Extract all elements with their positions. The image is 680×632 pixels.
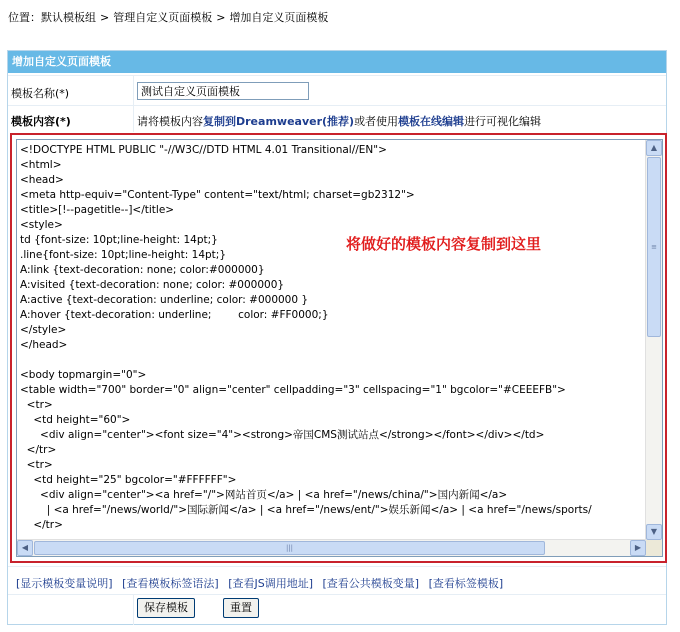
column-divider	[133, 76, 134, 105]
scrollbar-corner	[646, 540, 662, 556]
column-divider	[133, 595, 134, 625]
template-name-row	[8, 75, 666, 105]
view-js-address-link[interactable]: [查看JS调用地址]	[228, 577, 313, 590]
show-template-variables-link[interactable]: [显示模板变量说明]	[16, 577, 113, 590]
template-content-highlight	[10, 133, 667, 563]
template-name-input[interactable]	[137, 82, 309, 100]
vertical-scrollbar[interactable]	[645, 140, 662, 540]
breadcrumb-item-template-group[interactable]: 默认模板组	[41, 11, 96, 24]
breadcrumb-separator: >	[216, 11, 226, 24]
form-actions-row	[8, 594, 666, 625]
template-content-textarea[interactable]	[16, 139, 663, 557]
template-links	[16, 575, 509, 591]
template-code[interactable]: <!DOCTYPE HTML PUBLIC "-//W3C//DTD HTML 4.01 Transitional//EN"> <html> <head> <meta http-equiv="Content-Type" content="text/html; charset=gb2312"> <title>[!--pagetitle--]</title> <style> td {font-size: 10pt;line-height: 14pt;} .line{font-size: 10pt;line-height: 14pt;} A:link {text-decoration: none; color:#000000} A:visited {text-decoration: none; color: #000000} A:active {text-decoration: underline; color: #000000 } A:hover {text-decoration: underline; color: #FF0000;} </style> </head> <body topmargin="0"> <table width="700" border="0" align="center" cellpadding="3" cellspacing="1" bgcolor="#CEEEFB"> <tr> <td height="60"> <div align="center"><font size="4"><strong>帝国CMS测试站点</strong></font></div></td> </tr> <tr> <td height="25" bgcolor="#FFFFFF"> <div align="center"><a href="/">网站首页</a> | <a href="/news/china/">国内新闻</a> | <a href="/news/world/">国际新闻</a> | <a href="/news/ent/">娱乐新闻</a> | <a href="/news/sports/ </tr>	[20, 144, 592, 531]
template-content-row	[8, 105, 666, 132]
reset-button[interactable]: 重置	[223, 598, 259, 618]
save-template-button[interactable]: 保存模板	[137, 598, 195, 618]
column-divider	[133, 106, 134, 132]
view-tag-templates-link[interactable]: [查看标签模板]	[428, 577, 504, 590]
scroll-left-arrow-icon[interactable]: ◀	[17, 540, 33, 556]
breadcrumb	[8, 9, 328, 25]
add-template-panel	[7, 50, 667, 625]
hint-text: 或者使用	[354, 115, 399, 128]
online-editor-link[interactable]: 模板在线编辑	[398, 115, 465, 128]
breadcrumb-separator: >	[100, 11, 110, 24]
template-links-row	[8, 566, 666, 594]
dreamweaver-link[interactable]: 复制到Dreamweaver(推荐)	[203, 115, 355, 128]
view-tag-syntax-link[interactable]: [查看模板标签语法]	[122, 577, 219, 590]
template-name-label: 模板名称(*)	[11, 87, 70, 100]
vertical-scroll-thumb[interactable]: ≡	[647, 157, 661, 337]
hint-text: 请将模板内容	[137, 115, 203, 128]
horizontal-scrollbar[interactable]	[17, 539, 646, 556]
horizontal-scroll-thumb[interactable]: |||	[34, 541, 545, 555]
hint-text: 进行可视化编辑	[464, 115, 542, 128]
breadcrumb-item-current: 增加自定义页面模板	[229, 11, 329, 24]
scroll-up-arrow-icon[interactable]: ▲	[646, 140, 662, 156]
editing-hint	[137, 113, 541, 129]
breadcrumb-prefix: 位置：	[8, 11, 41, 24]
scroll-right-arrow-icon[interactable]: ▶	[630, 540, 646, 556]
view-public-variables-link[interactable]: [查看公共模板变量]	[322, 577, 420, 590]
paste-instruction-annotation: 将做好的模板内容复制到这里	[346, 235, 542, 253]
breadcrumb-item-manage-templates[interactable]: 管理自定义页面模板	[113, 11, 213, 24]
panel-header: 增加自定义页面模板	[8, 51, 666, 73]
template-content-label: 模板内容(*)	[11, 115, 71, 128]
scroll-down-arrow-icon[interactable]: ▼	[646, 524, 662, 540]
